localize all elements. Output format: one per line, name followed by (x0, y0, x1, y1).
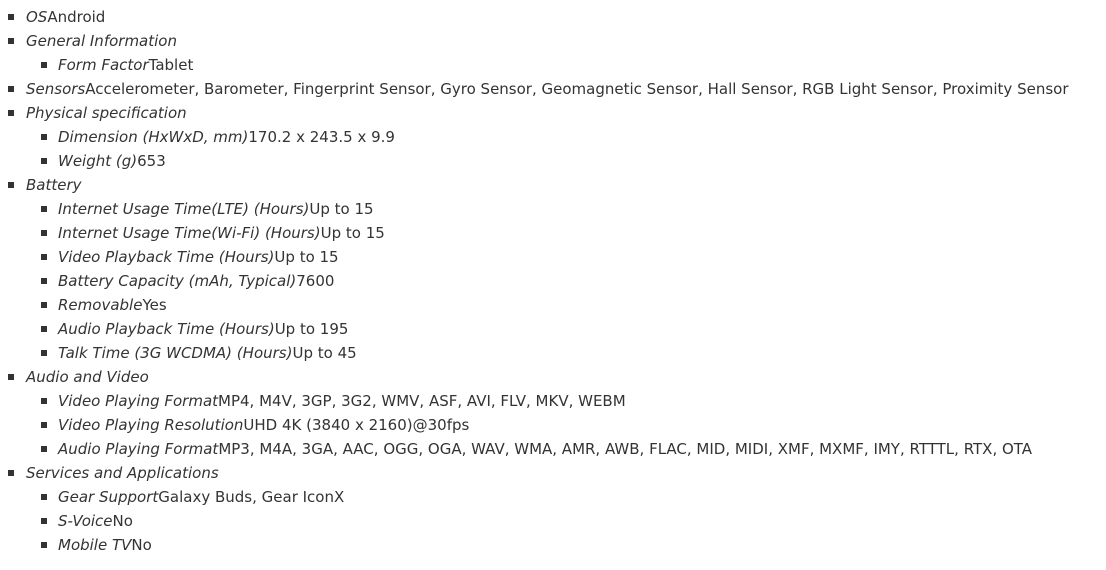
square-bullet-icon (41, 326, 47, 332)
square-bullet-icon (41, 230, 47, 236)
spec-label: Battery (26, 176, 82, 194)
spec-detail-item (58, 293, 1106, 317)
spec-detail-item (58, 149, 1106, 173)
spec-value: Up to 15 (320, 224, 385, 242)
square-bullet-icon (8, 110, 14, 116)
square-bullet-icon (41, 518, 47, 524)
spec-label: Physical specification (26, 104, 187, 122)
spec-sublist (26, 485, 1106, 557)
square-bullet-icon (8, 182, 14, 188)
spec-group-item (26, 77, 1106, 101)
spec-value: No (112, 512, 133, 530)
spec-detail-item (58, 413, 1106, 437)
spec-label: Sensors (26, 80, 86, 98)
spec-sublist (26, 53, 1106, 77)
spec-label: Removable (58, 296, 143, 314)
spec-group-item (26, 461, 1106, 557)
spec-detail-item (58, 341, 1106, 365)
square-bullet-icon (41, 134, 47, 140)
spec-detail-item (58, 245, 1106, 269)
spec-detail-item (58, 389, 1106, 413)
spec-value: Yes (142, 296, 167, 314)
spec-label: OS (26, 8, 48, 26)
spec-label: Audio Playback Time (Hours) (58, 320, 275, 338)
spec-label: Video Playing Format (58, 392, 219, 410)
spec-label: Video Playing Resolution (58, 416, 244, 434)
spec-detail-item (58, 53, 1106, 77)
square-bullet-icon (8, 38, 14, 44)
spec-label: Mobile TV (58, 536, 132, 554)
spec-label: Video Playback Time (Hours) (58, 248, 275, 266)
spec-label: Battery Capacity (mAh, Typical) (58, 272, 297, 290)
square-bullet-icon (41, 350, 47, 356)
spec-group-item (26, 101, 1106, 173)
spec-label: Dimension (HxWxD, mm) (58, 128, 249, 146)
square-bullet-icon (41, 278, 47, 284)
spec-group-item (26, 29, 1106, 77)
square-bullet-icon (41, 158, 47, 164)
spec-label: Internet Usage Time(Wi-Fi) (Hours) (58, 224, 321, 242)
spec-value: 653 (137, 152, 166, 170)
spec-group-item (26, 365, 1106, 461)
spec-group-item (26, 5, 1106, 29)
spec-label: S-Voice (58, 512, 113, 530)
square-bullet-icon (8, 14, 14, 20)
square-bullet-icon (8, 470, 14, 476)
square-bullet-icon (41, 62, 47, 68)
spec-label: Services and Applications (26, 464, 219, 482)
spec-value: Up to 15 (309, 200, 374, 218)
spec-detail-item (58, 197, 1106, 221)
spec-value: Up to 45 (292, 344, 357, 362)
square-bullet-icon (41, 398, 47, 404)
spec-value: Android (47, 8, 106, 26)
spec-sublist (26, 125, 1106, 173)
spec-detail-item (58, 317, 1106, 341)
spec-label: Form Factor (58, 56, 149, 74)
spec-detail-item (58, 221, 1106, 245)
spec-detail-item (58, 437, 1106, 461)
square-bullet-icon (41, 254, 47, 260)
spec-detail-item (58, 269, 1106, 293)
spec-value: 7600 (296, 272, 335, 290)
spec-group-item (26, 173, 1106, 365)
square-bullet-icon (41, 542, 47, 548)
spec-value: No (131, 536, 152, 554)
square-bullet-icon (41, 422, 47, 428)
spec-value: Up to 195 (274, 320, 349, 338)
spec-label: Internet Usage Time(LTE) (Hours) (58, 200, 310, 218)
spec-value: UHD 4K (3840 x 2160)@30fps (243, 416, 470, 434)
square-bullet-icon (41, 494, 47, 500)
spec-value: Galaxy Buds, Gear IconX (158, 488, 345, 506)
spec-detail-item (58, 533, 1106, 557)
spec-value: MP4, M4V, 3GP, 3G2, WMV, ASF, AVI, FLV, MKV, WEBM (218, 392, 626, 410)
square-bullet-icon (41, 206, 47, 212)
spec-value: 170.2 x 243.5 x 9.9 (248, 128, 395, 146)
spec-label: Talk Time (3G WCDMA) (Hours) (58, 344, 293, 362)
spec-value: Up to 15 (274, 248, 339, 266)
spec-sublist (26, 197, 1106, 365)
spec-value: Tablet (148, 56, 194, 74)
square-bullet-icon (41, 446, 47, 452)
spec-detail-item (58, 509, 1106, 533)
spec-detail-item (58, 485, 1106, 509)
spec-label: Gear Support (58, 488, 159, 506)
spec-label: Audio Playing Format (58, 440, 219, 458)
spec-label: Weight (g) (58, 152, 138, 170)
spec-label: Audio and Video (26, 368, 149, 386)
spec-value: MP3, M4A, 3GA, AAC, OGG, OGA, WAV, WMA, AMR, AWB, FLAC, MID, MIDI, XMF, MXMF, IMY, RTTTL, RTX, OTA (218, 440, 1033, 458)
spec-detail-item (58, 125, 1106, 149)
square-bullet-icon (8, 86, 14, 92)
square-bullet-icon (8, 374, 14, 380)
spec-label: General Information (26, 32, 177, 50)
spec-sublist (26, 389, 1106, 461)
square-bullet-icon (41, 302, 47, 308)
spec-value: Accelerometer, Barometer, Fingerprint Sensor, Gyro Sensor, Geomagnetic Sensor, Hall Sensor, RGB Light Sensor, Proximity Sensor (85, 80, 1069, 98)
